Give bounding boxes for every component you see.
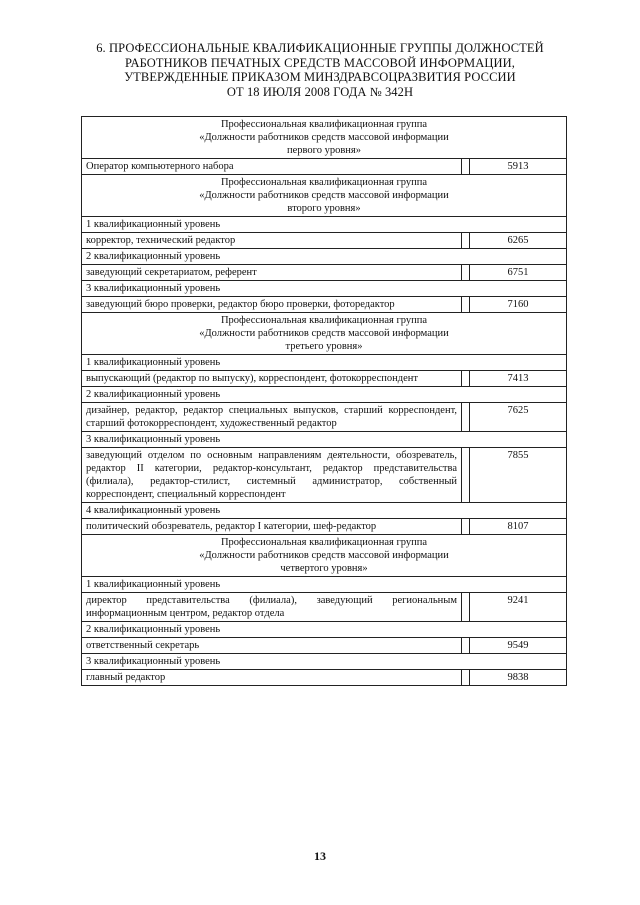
group-header-line: третьего уровня» — [285, 341, 363, 352]
qualification-level-label: 3 квалификационный уровень — [82, 281, 567, 297]
qualification-level-label: 3 квалификационный уровень — [82, 654, 567, 670]
qualification-level-label: 3 квалификационный уровень — [82, 432, 567, 448]
table-row — [82, 403, 567, 432]
salary-value: 7160 — [470, 297, 567, 313]
separator-cell — [462, 371, 470, 387]
title-line: ОТ 18 ИЮЛЯ 2008 ГОДА № 342Н — [226, 84, 414, 99]
group-header-row — [82, 313, 567, 355]
position-list: дизайнер, редактор, редактор специальных выпусков, старший корреспондент, старший фотокорреспондент, художественный редактор — [82, 403, 462, 432]
qualification-level-label: 1 квалификационный уровень — [82, 577, 567, 593]
salary-value: 9549 — [470, 638, 567, 654]
table-row — [82, 638, 567, 654]
level-row — [82, 654, 567, 670]
title-line: УТВЕРЖДЕННЫЕ ПРИКАЗОМ МИНЗДРАВСОЦРАЗВИТИЯ РОССИИ — [124, 70, 516, 84]
qualification-level-label: 2 квалификационный уровень — [82, 622, 567, 638]
table-row — [82, 159, 567, 175]
group-header — [82, 117, 567, 159]
separator-cell — [462, 448, 470, 503]
position-list: корректор, технический редактор — [82, 233, 462, 249]
salary-value: 6265 — [470, 233, 567, 249]
qualification-level-label: 2 квалификационный уровень — [82, 249, 567, 265]
group-header-line: Профессиональная квалификационная группа — [220, 315, 428, 326]
separator-cell — [462, 519, 470, 535]
group-header-line: «Должности работников средств массовой информации — [199, 132, 449, 143]
separator-cell — [462, 265, 470, 281]
qualification-groups-table — [81, 116, 567, 686]
position-list: политический обозреватель, редактор I категории, шеф-редактор — [82, 519, 462, 535]
level-row — [82, 355, 567, 371]
salary-value: 7625 — [470, 403, 567, 432]
salary-value: 9241 — [470, 593, 567, 622]
group-header — [82, 313, 567, 355]
level-row — [82, 217, 567, 233]
separator-cell — [462, 638, 470, 654]
qualification-level-label: 1 квалификационный уровень — [82, 355, 567, 371]
table-row — [82, 448, 567, 503]
salary-value: 9838 — [470, 670, 567, 686]
level-row — [82, 387, 567, 403]
qualification-level-label: 1 квалификационный уровень — [82, 217, 567, 233]
group-header-row — [82, 175, 567, 217]
title-line: РАБОТНИКОВ ПЕЧАТНЫХ СРЕДСТВ МАССОВОЙ ИНФОРМАЦИИ, — [125, 55, 515, 70]
title-line: 6. ПРОФЕССИОНАЛЬНЫЕ КВАЛИФИКАЦИОННЫЕ ГРУППЫ ДОЛЖНОСТЕЙ — [96, 41, 544, 55]
table-row — [82, 297, 567, 313]
group-header-line: Профессиональная квалификационная группа — [220, 177, 428, 188]
position-list: заведующий отделом по основным направлениям деятельности, обозреватель, редактор II категории, редактор-консультант, редактор представительства (филиала), редактор-стилист, системный администратор, собственный корреспондент, специальный корреспондент — [82, 448, 462, 503]
level-row — [82, 249, 567, 265]
document-title — [60, 41, 580, 99]
salary-value: 6751 — [470, 265, 567, 281]
group-header-line: «Должности работников средств массовой информации — [199, 190, 449, 201]
group-header-line: первого уровня» — [287, 145, 362, 156]
salary-value: 5913 — [470, 159, 567, 175]
salary-value: 8107 — [470, 519, 567, 535]
level-row — [82, 577, 567, 593]
group-header — [82, 175, 567, 217]
level-row — [82, 281, 567, 297]
position-list: Оператор компьютерного набора — [82, 159, 462, 175]
level-row — [82, 432, 567, 448]
position-list: главный редактор — [82, 670, 462, 686]
table-row — [82, 670, 567, 686]
table-row — [82, 519, 567, 535]
group-header-row — [82, 535, 567, 577]
qualification-level-label: 2 квалификационный уровень — [82, 387, 567, 403]
group-header-line: «Должности работников средств массовой информации — [199, 328, 449, 339]
group-header-line: четвертого уровня» — [280, 563, 368, 574]
group-header-row — [82, 117, 567, 159]
separator-cell — [462, 593, 470, 622]
separator-cell — [462, 297, 470, 313]
position-list: заведующий секретариатом, референт — [82, 265, 462, 281]
page-number: 13 — [314, 849, 326, 863]
position-list: заведующий бюро проверки, редактор бюро проверки, фоторедактор — [82, 297, 462, 313]
separator-cell — [462, 670, 470, 686]
position-list: ответственный секретарь — [82, 638, 462, 654]
separator-cell — [462, 159, 470, 175]
table-row — [82, 265, 567, 281]
group-header — [82, 535, 567, 577]
position-list: директор представительства (филиала), заведующий региональным информационным центром, редактор отдела — [82, 593, 462, 622]
level-row — [82, 503, 567, 519]
group-header-line: Профессиональная квалификационная группа — [220, 119, 428, 130]
separator-cell — [462, 233, 470, 249]
table-row — [82, 593, 567, 622]
salary-value: 7413 — [470, 371, 567, 387]
salary-value: 7855 — [470, 448, 567, 503]
group-header-line: Профессиональная квалификационная группа — [220, 537, 428, 548]
table-body — [82, 117, 567, 686]
group-header-line: второго уровня» — [287, 203, 361, 214]
table-row — [82, 233, 567, 249]
separator-cell — [462, 403, 470, 432]
qualification-level-label: 4 квалификационный уровень — [82, 503, 567, 519]
position-list: выпускающий (редактор по выпуску), корреспондент, фотокорреспондент — [82, 371, 462, 387]
group-header-line: «Должности работников средств массовой информации — [199, 550, 449, 561]
table-row — [82, 371, 567, 387]
level-row — [82, 622, 567, 638]
